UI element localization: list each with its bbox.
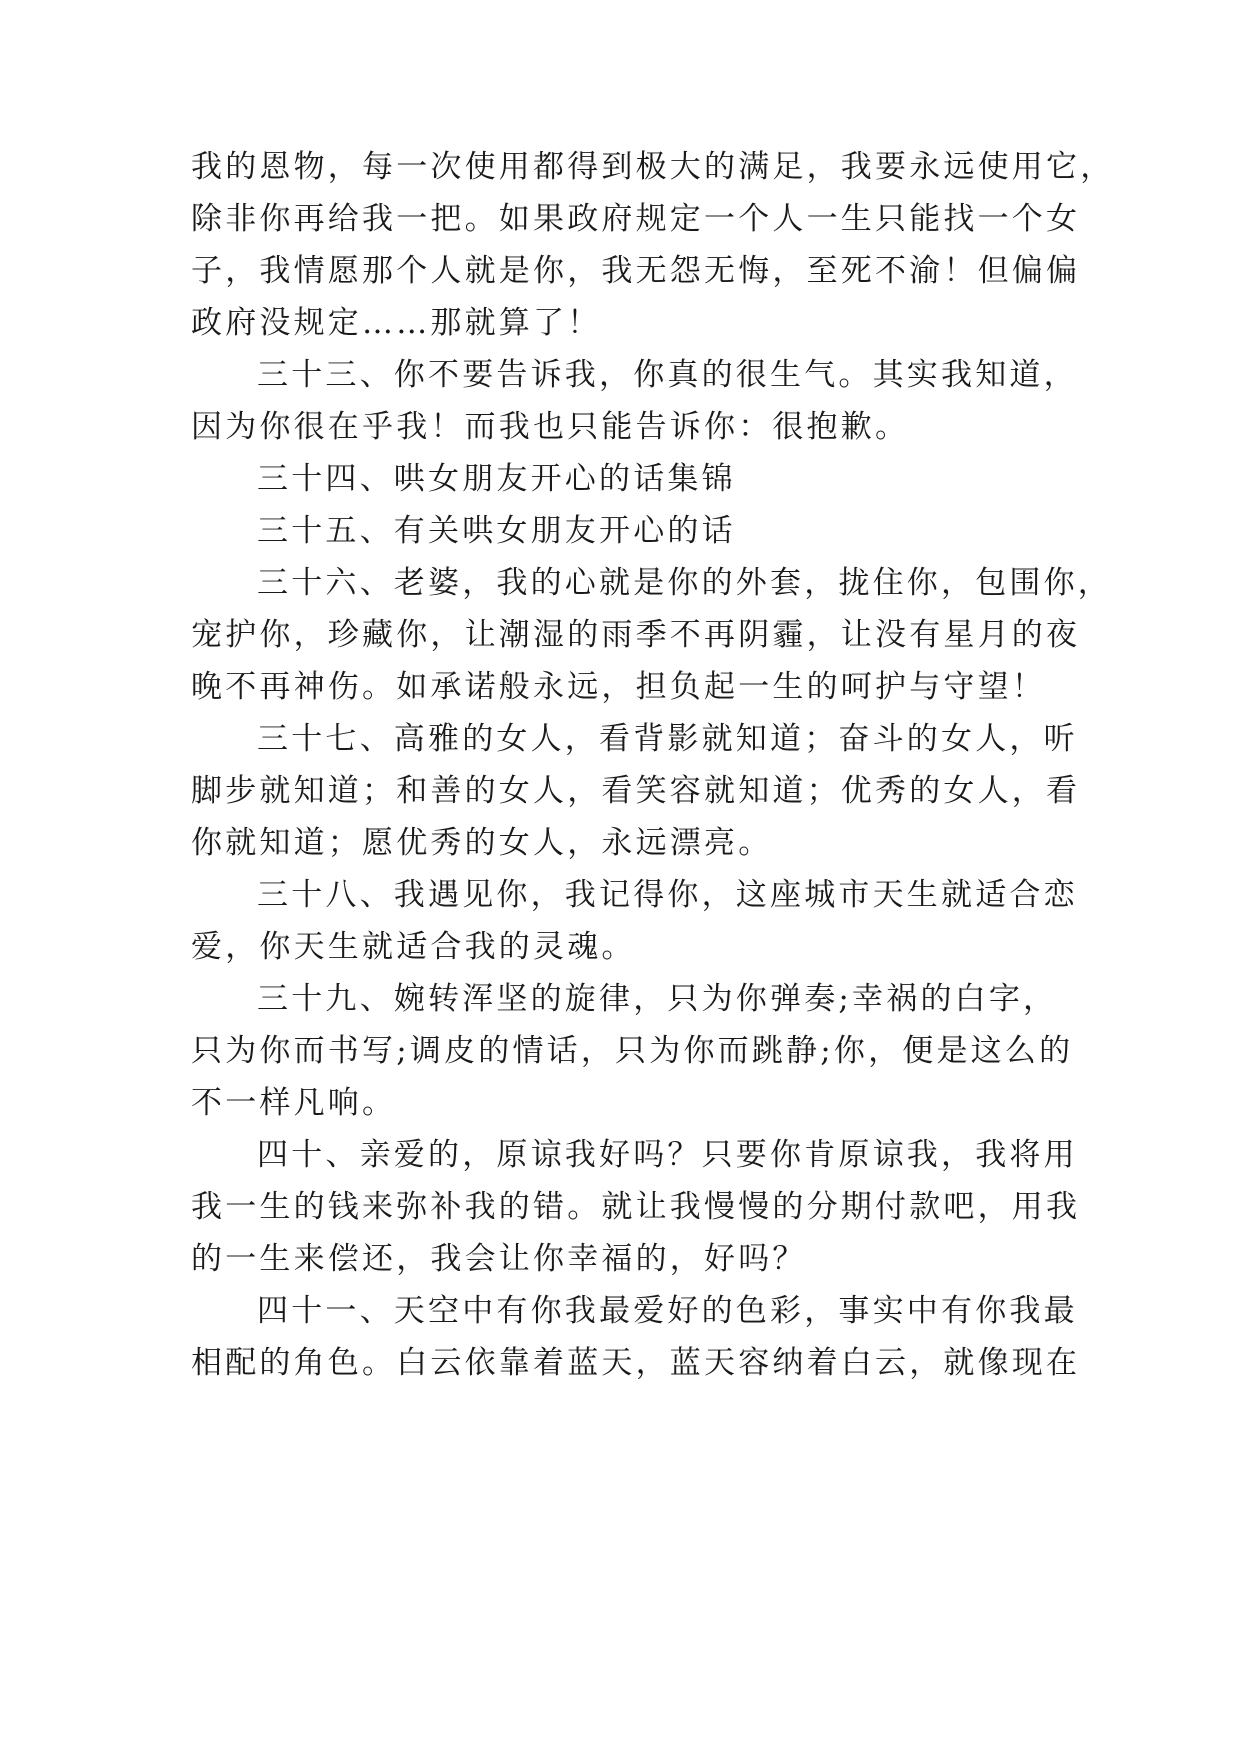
text-line: 我一生的钱来弥补我的错。就让我慢慢的分期付款吧，用我	[191, 1189, 1081, 1225]
text-line: 只为你而书写;调皮的情话，只为你而跳静;你，便是这么的	[191, 1033, 1074, 1069]
text-line: 因为你很在乎我！而我也只能告诉你：很抱歉。	[191, 409, 910, 445]
text-line: 晚不再神伤。如承诺般永远，担负起一生的呵护与守望！	[191, 669, 1046, 705]
paragraph-start-37: 三十七、高雅的女人，看背影就知道；奋斗的女人，听	[257, 721, 1078, 757]
text-line: 宠护你，珍藏你，让潮湿的雨季不再阴霾，让没有星月的夜	[191, 617, 1081, 653]
paragraph-start-40: 四十、亲爱的，原谅我好吗？只要你肯原谅我，我将用	[257, 1137, 1078, 1173]
text-line: 子，我情愿那个人就是你，我无怨无悔，至死不渝！但偏偏	[191, 253, 1081, 289]
paragraph-start-41: 四十一、天空中有你我最爱好的色彩，事实中有你我最	[257, 1293, 1078, 1329]
text-line: 你就知道；愿优秀的女人，永远漂亮。	[191, 825, 773, 861]
paragraph-start-34: 三十四、哄女朋友开心的话集锦	[257, 461, 736, 497]
paragraph-start-35: 三十五、有关哄女朋友开心的话	[257, 513, 736, 549]
text-line: 脚步就知道；和善的女人，看笑容就知道；优秀的女人，看	[191, 773, 1081, 809]
text-line: 我的恩物，每一次使用都得到极大的满足，我要永远使用它，	[191, 149, 1115, 185]
paragraph-start-39: 三十九、婉转浑坚的旋律，只为你弹奏;幸祸的白字，	[257, 981, 1058, 1017]
text-line: 的一生来偿还，我会让你幸福的，好吗？	[191, 1241, 807, 1277]
paragraph-start-36: 三十六、老婆，我的心就是你的外套，拢住你，包围你，	[257, 565, 1112, 601]
text-line: 爱，你天生就适合我的灵魂。	[191, 929, 636, 965]
text-line: 政府没规定……那就算了！	[191, 305, 602, 341]
text-line: 除非你再给我一把。如果政府规定一个人一生只能找一个女	[191, 201, 1081, 237]
paragraph-start-33: 三十三、你不要告诉我，你真的很生气。其实我知道，	[257, 357, 1078, 393]
text-line: 不一样凡响。	[191, 1085, 397, 1121]
text-line: 相配的角色。白云依靠着蓝天，蓝天容纳着白云，就像现在	[191, 1345, 1081, 1381]
paragraph-start-38: 三十八、我遇见你，我记得你，这座城市天生就适合恋	[257, 877, 1078, 913]
